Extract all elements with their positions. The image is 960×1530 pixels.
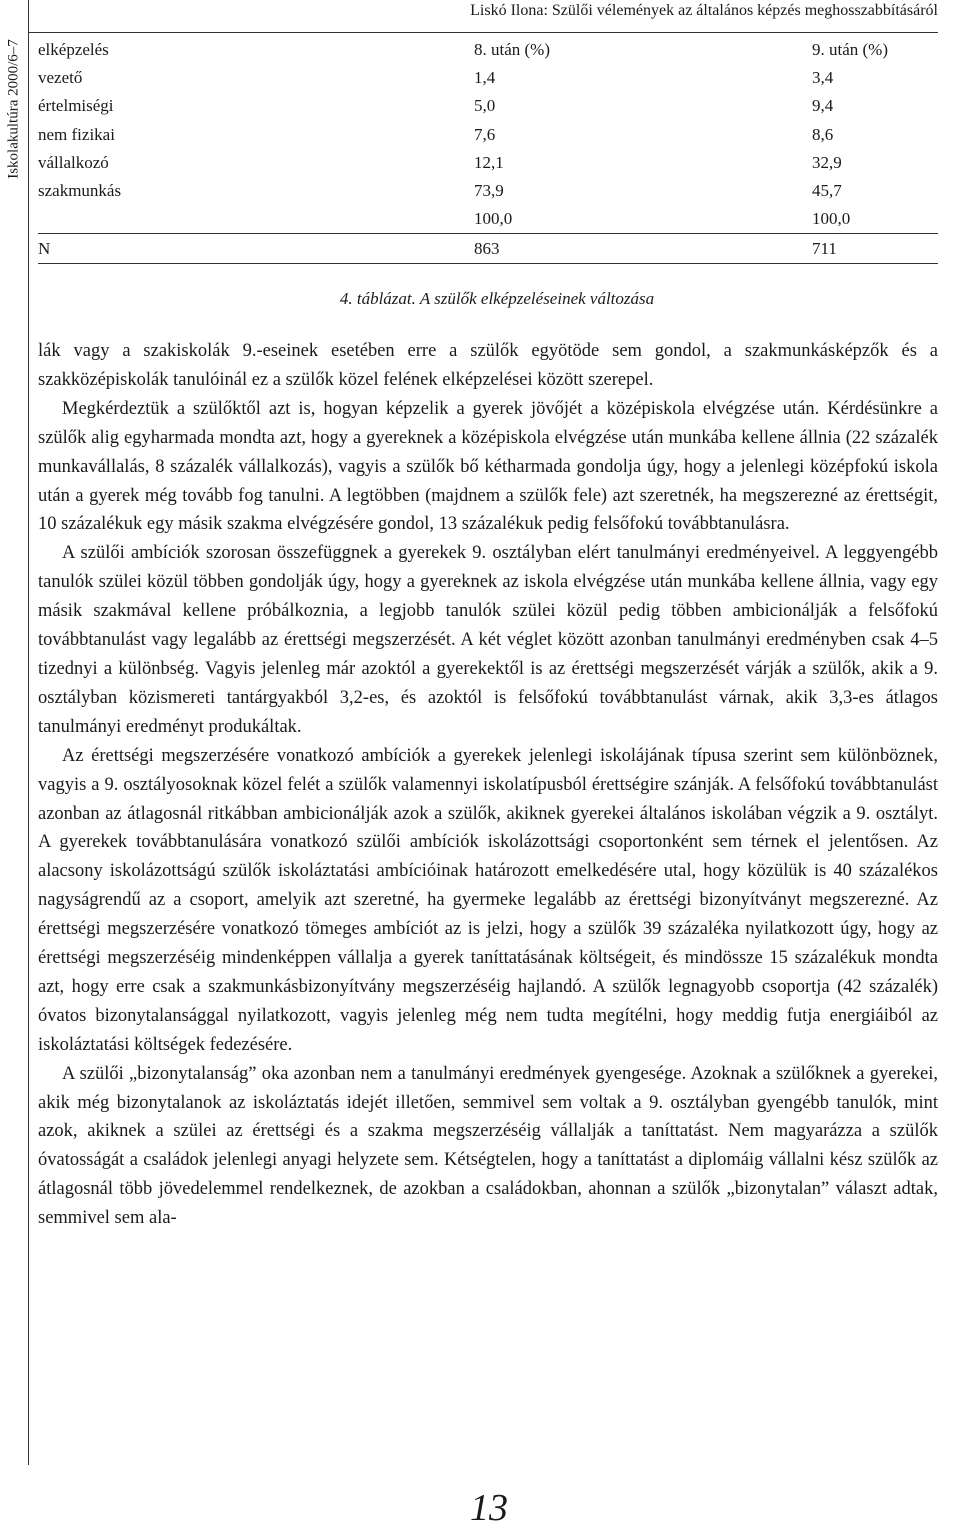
running-header: Liskó Ilona: Szülői vélemények az általános képzés meghosszabbításáról <box>470 2 938 19</box>
table-cell: 32,9 <box>812 152 842 172</box>
table-cell: 7,6 <box>474 124 496 144</box>
table-n-row <box>38 234 938 264</box>
table-cell: 100,0 <box>812 209 851 229</box>
table-cell: szakmunkás <box>38 181 122 201</box>
paragraph: Megkérdeztük a szülőktől azt is, hogyan képzelik a gyerek jövőjét a középiskola elvégzése után. Kérdésünkre a szülők alig egyharmada mondta azt, hogy a gyereknek a középiskola elvégzése után munkába kellene állnia (22 százalék munkavállalás, 8 százalék vállalkozás), vagyis a szülők bő kétharmada gondolja úgy, hogy a jelenlegi középfokú iskola után a gyerek még tovább fog tanulni. A legtöbben (majdnem a szülők fele) azt szeretnék, ha megszerezné az érettségit, 10 százalékuk egy másik szakma elvégzésére gondol, 13 százalékuk pedig felsőfokú továbbtanulásra. <box>38 398 938 535</box>
table-cell: 5,0 <box>474 96 496 116</box>
paragraph: A szülői „bizonytalanság” oka azonban nem a tanulmányi eredmények gyengesége. Azoknak a szülőknek a gyerekei, akik még bizonytalanok az iskoláztatás idejét illetően, semmivel sem voltak a 9. osztályban gyengébb tanulók, mint azok, akiknek a szülei az érettségi és a szakma megszerzéséig vállalják a taníttatást. Nem magyarázza a szülők óvatosságát a családok jelenlegi anyagi helyzete sem. Kétségtelen, hogy a taníttatást a diplomáig vállalni kész szülők az átlagosnál több jövedelemmel rendelkeznek, de azokban a családokban, ahonnan a szülők „bizonytalan” választ adtak, semmivel sem ala- <box>38 1063 938 1229</box>
data-table <box>38 36 938 264</box>
table-header-cell: 8. után (%) <box>474 40 551 60</box>
table-caption: 4. táblázat. A szülők elképzeléseinek változása <box>339 289 655 308</box>
journal-name: Iskolakultúra 2000/6–7 <box>5 39 22 179</box>
table-total-row <box>38 205 938 234</box>
table-cell: 8,6 <box>812 124 834 144</box>
table-cell: 100,0 <box>474 209 513 229</box>
table-cell: 863 <box>474 234 812 264</box>
table-row <box>38 149 938 177</box>
table-row <box>38 64 938 92</box>
paragraph: Az érettségi megszerzésére vonatkozó ambíciók a gyerekek jelenlegi iskolájának típusa szerint sem különböznek, vagyis a 9. osztályosoknak közel felét a szülők valamennyi iskolatípusból érettségire szánják. A felsőfokú továbbtanulást azonban az átlagosnál ritkábban ambicionálják azok a szülők, akiknek gyerekei általános iskolában végzik a 9. osztályt. A gyerekek továbbtanulására vonatkozó szülői ambíciók iskolázottsági csoportonként sem térnek el jelentősen. Az alacsony iskolázottságú szülők iskoláztatási ambícióinak határozott emelkedésére utal, hogy közülük is 40 százalékos nagyságrendű az a csoport, amelyik azt szeretné, ha gyermeke legalább az érettségi bizonyítványt megszerezné. Az érettségi megszerzésére vonatkozó tömeges ambíciót az is jelzi, hogy a szülők 39 százaléka nyilatkozott úgy, hogy az érettségi megszerzéséig mindenképpen vállalja a gyerek taníttatásának költségeit, és mindössze 15 százalékuk mondta azt, hogy erre csak a szakmunkásbizonyítvány megszerzéséig hajlandó. A szülők legnagyobb csoportja (42 százalék) óvatos bizonytalansággal nyilatkozott, vagyis jelenleg még nem tudta megítélni, hogy meddig futja energiáiból az iskoláztatási költségek fedezésére. <box>38 745 938 1055</box>
table-cell: 9,4 <box>812 96 834 116</box>
paragraph: lák vagy a szakiskolák 9.-eseinek esetében erre a szülők egyötöde sem gondol, a szakmunkásképzők és a szakközépiskolák tanulóinál ez a szülők közel felének elképzelései között szerepel. <box>38 341 938 390</box>
table-cell: vezető <box>38 68 83 88</box>
header-rule <box>28 32 938 33</box>
side-rule <box>28 0 29 1465</box>
table-cell: 73,9 <box>474 181 504 201</box>
page-number: 13 <box>470 1487 508 1529</box>
paragraph: A szülői ambíciók szorosan összefüggnek a gyerekek 9. osztályban elért tanulmányi eredményeivel. A leggyengébb tanulók szülei közül többen gondolják úgy, hogy a gyereknek az iskola elvégzése után munkába kellene állnia, vagy egy másik szakmával kellene próbálkoznia, a legjobb tanulók szülei közül pedig többen ambicionálják a felsőfokú továbbtanulást vagy legalább az érettségi megszerzését. A két véglet között azonban tanulmányi eredményben csak 4–5 tizednyi a különbség. Vagyis jelenleg már azoktól a gyerekektől is az érettségi megszerzését várják a szülők, akik a 9. osztályban közismereti tantárgyakból 3,2-es, és azoktól is felsőfokú továbbtanulást várnak, akik 3,3-es átlagos tanulmányi eredményt produkáltak. <box>38 543 938 737</box>
table-cell: 12,1 <box>474 152 504 172</box>
table-header-cell: elképzelés <box>38 40 109 60</box>
table-row <box>38 121 938 149</box>
table-cell <box>38 205 474 234</box>
table-cell: 1,4 <box>474 68 496 88</box>
table-cell: nem fizikai <box>38 124 115 144</box>
table-cell: 711 <box>812 234 938 264</box>
journal-side-label <box>0 14 28 204</box>
table-cell: N <box>38 234 474 264</box>
table-header-row <box>38 36 938 64</box>
table-header-cell: 9. után (%) <box>812 40 889 60</box>
table-cell: 45,7 <box>812 181 842 201</box>
table-cell: 3,4 <box>812 68 834 88</box>
body-text <box>38 337 938 1233</box>
table-row <box>38 177 938 205</box>
table-cell: vállalkozó <box>38 152 109 172</box>
table-row <box>38 92 938 120</box>
table-cell: értelmiségi <box>38 96 114 116</box>
